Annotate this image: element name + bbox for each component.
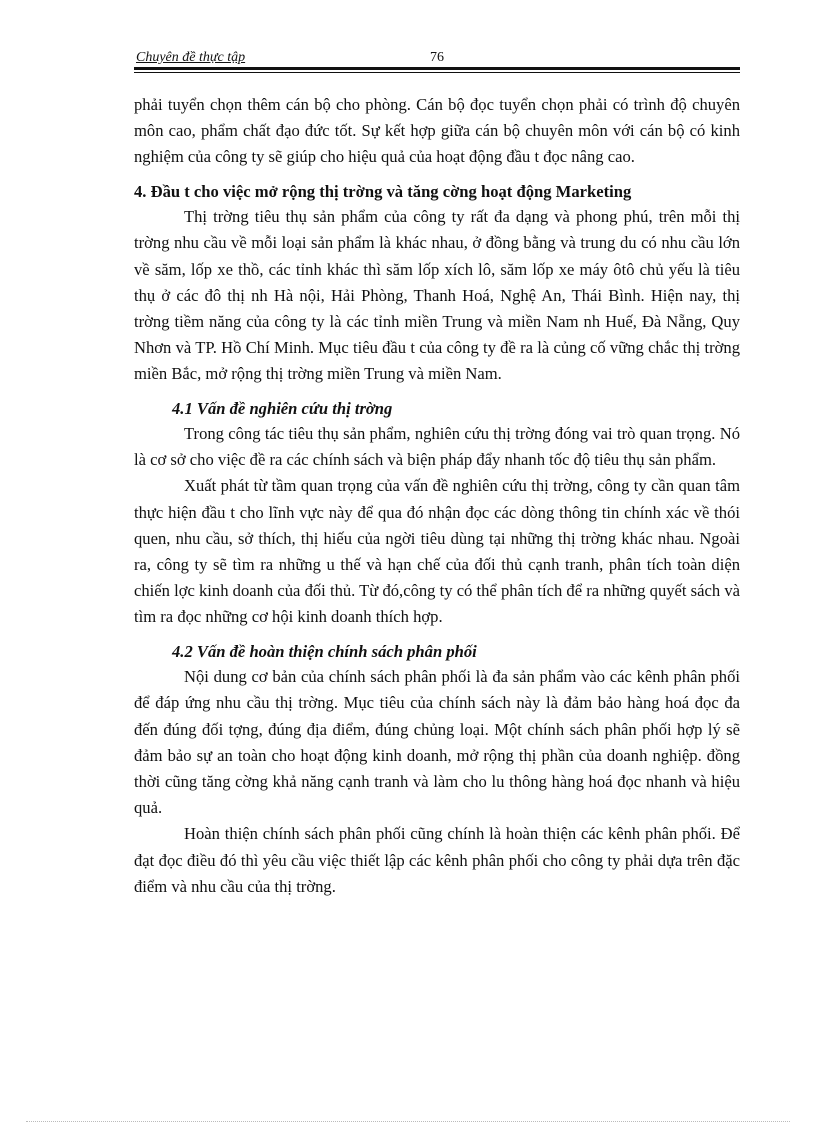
header-rule-thick: [134, 67, 740, 70]
chapter-title: Chuyên đề thực tập: [136, 50, 246, 65]
paragraph: Trong công tác tiêu thụ sản phẩm, nghiên cứu thị trờng đóng vai trò quan trọng. Nó là cơ sở cho việc đề ra các chính sách và biện pháp đẩy nhanh tốc độ tiêu thụ sản phẩm.: [134, 424, 740, 470]
header-rule-thin: [134, 72, 740, 73]
paragraph: phải tuyển chọn thêm cán bộ cho phòng. Cán bộ đọc tuyển chọn phải có trình độ chuyên môn cao, phẩm chất đạo đức tốt. Sự kết hợp giữa cán bộ chuyên môn với cán bộ có kinh nghiệm của công ty sẽ giúp cho hiệu quả của hoạt động đầu t đọc nâng cao.: [134, 95, 740, 167]
paragraph: Thị trờng tiêu thụ sản phẩm của công ty rất đa dạng và phong phú, trên mỗi thị trờng nhu cầu về mỗi loại sản phẩm là khác nhau, ở đồng bằng và trung du có nhu cầu lớn về săm, lốp xe thồ, các tỉnh khác thì săm lốp xích lô, săm lốp xe máy ôtô chủ yếu là tiêu thụ ở các đô thị nh Hà nội, Hải Phòng, Thanh Hoá, Nghệ An, Thái Bình. Hiện nay, thị trờng tiềm năng của công ty là các tỉnh miền Trung và miền Nam nh Huế, Đà Nẵng, Quy Nhơn và TP. Hồ Chí Minh. Mục tiêu đầu t của công ty đề ra là củng cố vững chắc thị trờng miền Bắc, mở rộng thị trờng miền Trung và miền Nam.: [134, 207, 740, 384]
paragraph: Xuất phát từ tầm quan trọng của vấn đề nghiên cứu thị trờng, công ty cần quan tâm thực hiện đầu t cho lĩnh vực này để qua đó nhận đọc các dòng thông tin chính xác về thói quen, nhu cầu, sở thích, thị hiếu của ngời tiêu dùng tại những thị trờng khác nhau. Ngoài ra, công ty sẽ tìm ra những u thế và hạn chế của đối thủ cạnh tranh, phân tích toàn diện chiến lợc kinh doanh của đối thủ. Từ đó,công ty có thể phân tích để ra những quyết sách và tìm ra đọc những cơ hội kinh doanh thích hợp.: [134, 476, 740, 627]
document-body: [134, 92, 740, 900]
page-header: [134, 48, 740, 70]
section-heading-4: 4. Đầu t cho việc mở rộng thị trờng và tăng cờng hoạt động Marketing: [134, 181, 632, 201]
paragraph: Nội dung cơ bản của chính sách phân phối là đa sản phẩm vào các kênh phân phối để đáp ứng nhu cầu thị trờng. Mục tiêu của chính sách này là đảm bảo hàng hoá đọc đa đến đúng đối tợng, đúng địa điểm, đúng chủng loại. Một chính sách phân phối hợp lý sẽ đảm bảo sự an toàn cho hoạt động kinh doanh, mở rộng thị phần của doanh nghiệp. đồng thời cũng tăng cờng khả năng cạnh tranh và làm cho lu thông hàng hoá đọc nhanh và hiệu quả.: [134, 667, 740, 818]
page-number: 76: [430, 50, 444, 65]
subsection-heading-4-2: 4.2 Vấn đề hoàn thiện chính sách phân phối: [172, 641, 477, 661]
subsection-heading-4-1: 4.1 Vấn đề nghiên cứu thị trờng: [172, 398, 393, 418]
page-bottom-border: [26, 1121, 790, 1122]
paragraph: Hoàn thiện chính sách phân phối cũng chính là hoàn thiện các kênh phân phối. Để đạt đọc điều đó thì yêu cầu việc thiết lập các kênh phân phối cho công ty phải dựa trên đặc điểm và nhu cầu của thị trờng.: [134, 824, 740, 896]
